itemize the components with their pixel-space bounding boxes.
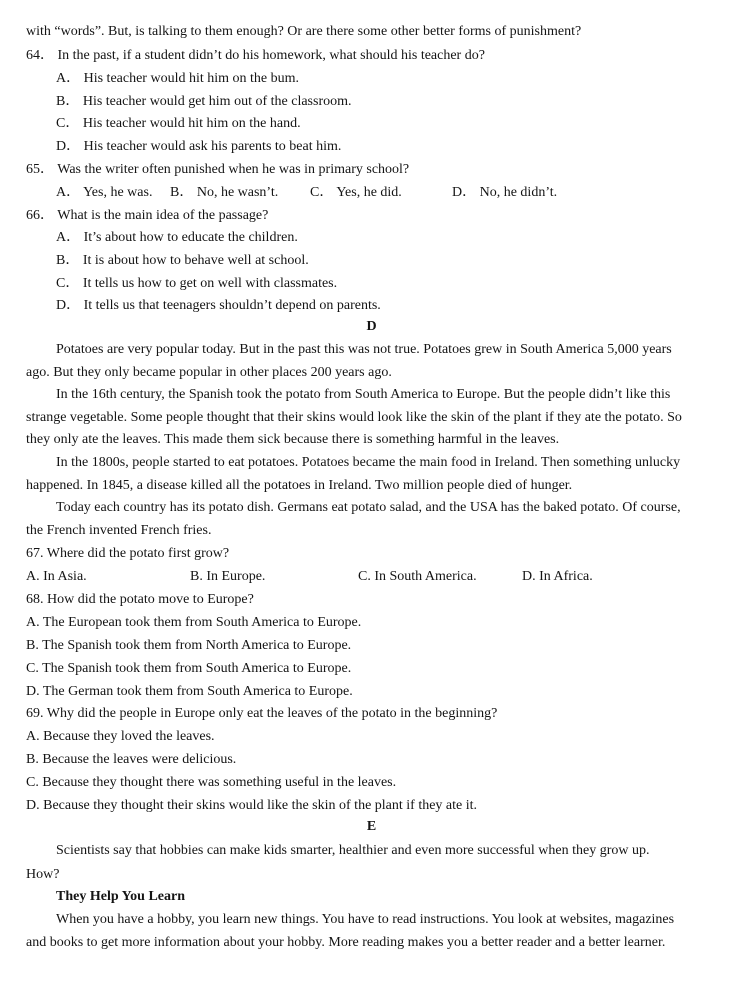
question-68-option-c: C. The Spanish took them from South America to Europe. — [26, 661, 352, 676]
section-d-line-1: Potatoes are very popular today. But in the past this was not true. Potatoes grew in South America 5,000 years — [56, 342, 672, 357]
question-67-option-d: D. In Africa. — [522, 569, 593, 584]
question-66-option-c: C． It tells us how to get on well with classmates. — [56, 276, 338, 291]
section-d-line-5: they only ate the leaves. This made them sick because there is something harmful in the leaves. — [26, 432, 560, 447]
question-65-option-a: A． Yes, he was. — [56, 185, 153, 200]
question-69-stem: 69. Why did the people in Europe only eat the leaves of the potato in the beginning? — [26, 706, 498, 721]
question-68-option-b: B. The Spanish took them from North America to Europe. — [26, 638, 352, 653]
question-67-option-a: A. In Asia. — [26, 569, 87, 584]
question-65-option-b: B． No, he wasn’t. — [170, 185, 279, 200]
question-66-stem: 66． What is the main idea of the passage? — [26, 208, 269, 223]
section-e-subheading: They Help You Learn — [56, 889, 185, 904]
section-e-line-2: How? — [26, 867, 60, 882]
section-d-line-2: ago. But they only became popular in other places 200 years ago. — [26, 365, 392, 380]
question-66-option-b: B． It is about how to behave well at school. — [56, 253, 309, 268]
question-64-stem: 64． In the past, if a student didn’t do his homework, what should his teacher do? — [26, 48, 485, 63]
section-d-line-3: In the 16th century, the Spanish took the potato from South America to Europe. But the people didn’t like this — [56, 387, 671, 402]
section-e-heading: E — [366, 819, 377, 834]
question-65-option-c: C． Yes, he did. — [310, 185, 402, 200]
question-67-option-b: B. In Europe. — [190, 569, 266, 584]
question-69-option-a: A. Because they loved the leaves. — [26, 729, 215, 744]
question-68-option-d: D. The German took them from South America to Europe. — [26, 684, 353, 699]
question-69-option-c: C. Because they thought there was something useful in the leaves. — [26, 775, 397, 790]
question-69-option-d: D. Because they thought their skins would like the skin of the plant if they ate it. — [26, 798, 478, 813]
section-d-line-7: happened. In 1845, a disease killed all the potatoes in Ireland. Two million people died of hunger. — [26, 478, 573, 493]
section-d-line-9: the French invented French fries. — [26, 523, 212, 538]
section-d-heading: D — [366, 319, 377, 334]
section-d-line-8: Today each country has its potato dish. Germans eat potato salad, and the USA has the baked potato. Of course, — [56, 500, 681, 515]
question-64-option-a: A． His teacher would hit him on the bum. — [56, 71, 300, 86]
question-68-stem: 68. How did the potato move to Europe? — [26, 592, 254, 607]
section-d-line-6: In the 1800s, people started to eat potatoes. Potatoes became the main food in Ireland. Then something unlucky — [56, 455, 681, 470]
intro-line: with “words”. But, is talking to them enough? Or are there some other better forms of punishment? — [26, 24, 582, 39]
question-66-option-d: D． It tells us that teenagers shouldn’t depend on parents. — [56, 298, 381, 313]
question-68-option-a: A. The European took them from South America to Europe. — [26, 615, 362, 630]
question-69-option-b: B. Because the leaves were delicious. — [26, 752, 237, 767]
question-65-option-d: D． No, he didn’t. — [452, 185, 558, 200]
question-67-option-c: C. In South America. — [358, 569, 477, 584]
section-d-line-4: strange vegetable. Some people thought that their skins would look like the skin of the plant if they ate the potato. So — [26, 410, 682, 425]
question-64-option-d: D． His teacher would ask his parents to beat him. — [56, 139, 342, 154]
section-e-line-1: Scientists say that hobbies can make kids smarter, healthier and even more successful when they grow up. — [56, 843, 650, 858]
question-64-option-b: B． His teacher would get him out of the classroom. — [56, 94, 352, 109]
question-65-stem: 65． Was the writer often punished when he was in primary school? — [26, 162, 410, 177]
question-64-option-c: C． His teacher would hit him on the hand. — [56, 116, 301, 131]
section-e-body-line-2: and books to get more information about your hobby. More reading makes you a better reader and a better learner. — [26, 935, 666, 950]
question-66-option-a: A． It’s about how to educate the children. — [56, 230, 298, 245]
section-e-body-line-1: When you have a hobby, you learn new things. You have to read instructions. You look at websites, magazines — [56, 912, 675, 927]
question-67-stem: 67. Where did the potato first grow? — [26, 546, 230, 561]
